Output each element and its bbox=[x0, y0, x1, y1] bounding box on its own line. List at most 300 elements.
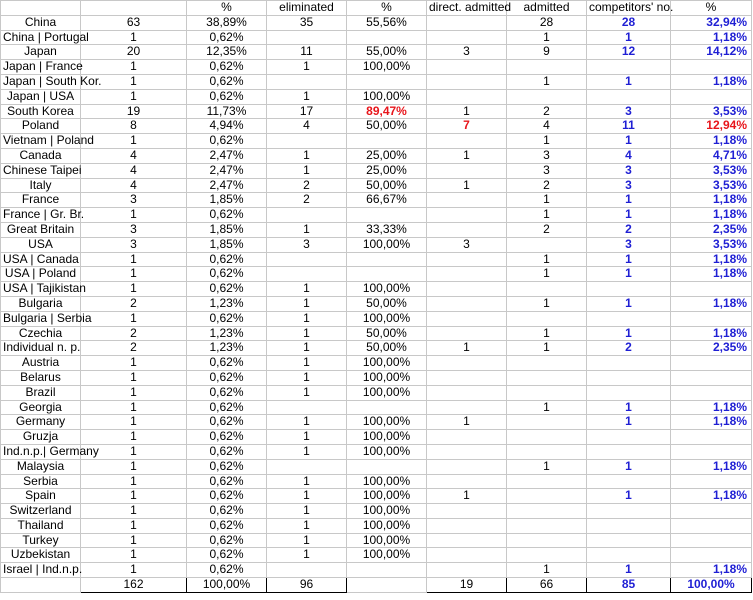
cell-count[interactable]: 1 bbox=[81, 74, 187, 89]
cell-direct-admitted[interactable]: 1 bbox=[427, 148, 507, 163]
cell-eliminated[interactable]: 1 bbox=[267, 518, 347, 533]
cell-admitted[interactable]: 28 bbox=[507, 15, 587, 30]
cell-count[interactable]: 1 bbox=[81, 385, 187, 400]
cell-elim-pct[interactable] bbox=[347, 134, 427, 149]
total-elim-pct[interactable] bbox=[347, 578, 427, 593]
cell-count[interactable]: 2 bbox=[81, 341, 187, 356]
cell-count[interactable]: 1 bbox=[81, 563, 187, 578]
cell-direct-admitted[interactable] bbox=[427, 89, 507, 104]
cell-eliminated[interactable] bbox=[267, 400, 347, 415]
cell-comp-pct[interactable] bbox=[671, 474, 752, 489]
cell-pct[interactable]: 0,62% bbox=[187, 134, 267, 149]
cell-admitted[interactable] bbox=[507, 311, 587, 326]
cell-comp-pct[interactable]: 32,94% bbox=[671, 15, 752, 30]
cell-direct-admitted[interactable] bbox=[427, 370, 507, 385]
cell-eliminated[interactable]: 1 bbox=[267, 430, 347, 445]
cell-competitors-no[interactable]: 1 bbox=[587, 193, 671, 208]
cell-elim-pct[interactable]: 100,00% bbox=[347, 533, 427, 548]
cell-competitors-no[interactable] bbox=[587, 370, 671, 385]
cell-eliminated[interactable] bbox=[267, 267, 347, 282]
cell-direct-admitted[interactable] bbox=[427, 193, 507, 208]
cell-count[interactable]: 1 bbox=[81, 267, 187, 282]
cell-pct[interactable]: 0,62% bbox=[187, 459, 267, 474]
cell-count[interactable]: 1 bbox=[81, 459, 187, 474]
cell-country[interactable]: Thailand bbox=[1, 518, 81, 533]
cell-admitted[interactable] bbox=[507, 430, 587, 445]
cell-elim-pct[interactable]: 50,00% bbox=[347, 326, 427, 341]
cell-elim-pct[interactable]: 100,00% bbox=[347, 489, 427, 504]
cell-elim-pct[interactable]: 100,00% bbox=[347, 370, 427, 385]
total-pct[interactable]: 100,00% bbox=[187, 578, 267, 593]
cell-country[interactable]: USA | Poland bbox=[1, 267, 81, 282]
header-competitors-no[interactable]: competitors' no. bbox=[587, 1, 671, 16]
cell-country[interactable]: Individual n. p. bbox=[1, 341, 81, 356]
cell-direct-admitted[interactable] bbox=[427, 15, 507, 30]
total-admitted[interactable]: 66 bbox=[507, 578, 587, 593]
cell-elim-pct[interactable] bbox=[347, 252, 427, 267]
cell-admitted[interactable]: 2 bbox=[507, 222, 587, 237]
cell-eliminated[interactable]: 1 bbox=[267, 444, 347, 459]
cell-elim-pct[interactable]: 100,00% bbox=[347, 518, 427, 533]
cell-country[interactable]: Israel | Ind.n.p. bbox=[1, 563, 81, 578]
cell-eliminated[interactable]: 1 bbox=[267, 148, 347, 163]
cell-admitted[interactable] bbox=[507, 370, 587, 385]
cell-elim-pct[interactable] bbox=[347, 267, 427, 282]
cell-comp-pct[interactable]: 1,18% bbox=[671, 193, 752, 208]
cell-country[interactable]: Japan | USA bbox=[1, 89, 81, 104]
cell-admitted[interactable] bbox=[507, 489, 587, 504]
cell-country[interactable]: Japan | France bbox=[1, 60, 81, 75]
cell-pct[interactable]: 1,85% bbox=[187, 193, 267, 208]
cell-competitors-no[interactable]: 3 bbox=[587, 104, 671, 119]
cell-admitted[interactable] bbox=[507, 237, 587, 252]
cell-count[interactable]: 1 bbox=[81, 370, 187, 385]
cell-elim-pct[interactable]: 50,00% bbox=[347, 296, 427, 311]
cell-count[interactable]: 8 bbox=[81, 119, 187, 134]
cell-comp-pct[interactable]: 1,18% bbox=[671, 415, 752, 430]
cell-admitted[interactable] bbox=[507, 89, 587, 104]
cell-country[interactable]: USA bbox=[1, 237, 81, 252]
cell-pct[interactable]: 1,85% bbox=[187, 222, 267, 237]
cell-competitors-no[interactable]: 3 bbox=[587, 163, 671, 178]
cell-eliminated[interactable]: 11 bbox=[267, 45, 347, 60]
cell-count[interactable]: 3 bbox=[81, 237, 187, 252]
cell-admitted[interactable]: 2 bbox=[507, 104, 587, 119]
cell-direct-admitted[interactable] bbox=[427, 563, 507, 578]
cell-elim-pct[interactable] bbox=[347, 208, 427, 223]
cell-comp-pct[interactable] bbox=[671, 504, 752, 519]
cell-eliminated[interactable] bbox=[267, 208, 347, 223]
cell-eliminated[interactable]: 1 bbox=[267, 489, 347, 504]
total-competitors-no[interactable]: 85 bbox=[587, 578, 671, 593]
header-direct-admitted[interactable]: direct. admitted bbox=[427, 1, 507, 16]
cell-pct[interactable]: 0,62% bbox=[187, 563, 267, 578]
cell-count[interactable]: 1 bbox=[81, 252, 187, 267]
cell-elim-pct[interactable]: 100,00% bbox=[347, 444, 427, 459]
cell-direct-admitted[interactable] bbox=[427, 430, 507, 445]
cell-direct-admitted[interactable]: 1 bbox=[427, 104, 507, 119]
cell-country[interactable]: France | Gr. Br. bbox=[1, 208, 81, 223]
cell-elim-pct[interactable]: 100,00% bbox=[347, 60, 427, 75]
cell-comp-pct[interactable]: 2,35% bbox=[671, 341, 752, 356]
cell-admitted[interactable] bbox=[507, 415, 587, 430]
total-comp-pct[interactable]: 100,00% bbox=[671, 578, 752, 593]
cell-country[interactable]: Switzerland bbox=[1, 504, 81, 519]
cell-competitors-no[interactable]: 1 bbox=[587, 74, 671, 89]
cell-comp-pct[interactable]: 14,12% bbox=[671, 45, 752, 60]
cell-comp-pct[interactable] bbox=[671, 430, 752, 445]
cell-pct[interactable]: 0,62% bbox=[187, 444, 267, 459]
header-eliminated[interactable]: eliminated bbox=[267, 1, 347, 16]
cell-eliminated[interactable]: 1 bbox=[267, 370, 347, 385]
cell-admitted[interactable]: 1 bbox=[507, 563, 587, 578]
cell-competitors-no[interactable] bbox=[587, 548, 671, 563]
cell-elim-pct[interactable]: 100,00% bbox=[347, 385, 427, 400]
cell-admitted[interactable]: 9 bbox=[507, 45, 587, 60]
cell-direct-admitted[interactable] bbox=[427, 282, 507, 297]
cell-count[interactable]: 20 bbox=[81, 45, 187, 60]
cell-count[interactable]: 2 bbox=[81, 326, 187, 341]
cell-direct-admitted[interactable] bbox=[427, 60, 507, 75]
cell-competitors-no[interactable]: 1 bbox=[587, 400, 671, 415]
cell-direct-admitted[interactable] bbox=[427, 474, 507, 489]
cell-elim-pct[interactable]: 100,00% bbox=[347, 474, 427, 489]
cell-eliminated[interactable] bbox=[267, 563, 347, 578]
cell-country[interactable]: Poland bbox=[1, 119, 81, 134]
header-count[interactable] bbox=[81, 1, 187, 16]
cell-comp-pct[interactable] bbox=[671, 518, 752, 533]
cell-competitors-no[interactable]: 11 bbox=[587, 119, 671, 134]
cell-eliminated[interactable]: 1 bbox=[267, 222, 347, 237]
cell-country[interactable]: Japan | South Kor. bbox=[1, 74, 81, 89]
cell-direct-admitted[interactable]: 1 bbox=[427, 341, 507, 356]
cell-country[interactable]: Italy bbox=[1, 178, 81, 193]
cell-elim-pct[interactable]: 33,33% bbox=[347, 222, 427, 237]
cell-eliminated[interactable]: 35 bbox=[267, 15, 347, 30]
header-elim-pct[interactable]: % bbox=[347, 1, 427, 16]
cell-country[interactable]: Vietnam | Poland bbox=[1, 134, 81, 149]
cell-direct-admitted[interactable] bbox=[427, 326, 507, 341]
cell-pct[interactable]: 0,62% bbox=[187, 518, 267, 533]
cell-competitors-no[interactable] bbox=[587, 518, 671, 533]
cell-comp-pct[interactable] bbox=[671, 89, 752, 104]
cell-competitors-no[interactable]: 1 bbox=[587, 415, 671, 430]
cell-competitors-no[interactable]: 1 bbox=[587, 208, 671, 223]
cell-comp-pct[interactable]: 4,71% bbox=[671, 148, 752, 163]
cell-eliminated[interactable] bbox=[267, 459, 347, 474]
cell-comp-pct[interactable]: 1,18% bbox=[671, 134, 752, 149]
cell-competitors-no[interactable] bbox=[587, 282, 671, 297]
cell-direct-admitted[interactable] bbox=[427, 252, 507, 267]
cell-country[interactable]: Germany bbox=[1, 415, 81, 430]
cell-competitors-no[interactable] bbox=[587, 444, 671, 459]
cell-eliminated[interactable]: 1 bbox=[267, 89, 347, 104]
cell-eliminated[interactable]: 1 bbox=[267, 415, 347, 430]
cell-pct[interactable]: 1,85% bbox=[187, 237, 267, 252]
cell-elim-pct[interactable]: 100,00% bbox=[347, 237, 427, 252]
cell-count[interactable]: 63 bbox=[81, 15, 187, 30]
cell-country[interactable]: Ind.n.p.| Germany bbox=[1, 444, 81, 459]
total-direct-admitted[interactable]: 19 bbox=[427, 578, 507, 593]
cell-country[interactable]: USA | Tajikistan bbox=[1, 282, 81, 297]
cell-pct[interactable]: 0,62% bbox=[187, 282, 267, 297]
cell-country[interactable]: Belarus bbox=[1, 370, 81, 385]
cell-country[interactable]: Brazil bbox=[1, 385, 81, 400]
cell-comp-pct[interactable]: 1,18% bbox=[671, 326, 752, 341]
cell-country[interactable]: China bbox=[1, 15, 81, 30]
cell-elim-pct[interactable]: 55,00% bbox=[347, 45, 427, 60]
cell-competitors-no[interactable] bbox=[587, 356, 671, 371]
cell-direct-admitted[interactable] bbox=[427, 504, 507, 519]
cell-elim-pct[interactable]: 50,00% bbox=[347, 178, 427, 193]
cell-pct[interactable]: 11,73% bbox=[187, 104, 267, 119]
cell-elim-pct[interactable]: 100,00% bbox=[347, 430, 427, 445]
cell-pct[interactable]: 2,47% bbox=[187, 163, 267, 178]
cell-comp-pct[interactable] bbox=[671, 356, 752, 371]
cell-comp-pct[interactable]: 2,35% bbox=[671, 222, 752, 237]
cell-comp-pct[interactable] bbox=[671, 370, 752, 385]
cell-direct-admitted[interactable] bbox=[427, 444, 507, 459]
cell-comp-pct[interactable]: 3,53% bbox=[671, 163, 752, 178]
total-country[interactable] bbox=[1, 578, 81, 593]
cell-eliminated[interactable]: 1 bbox=[267, 60, 347, 75]
cell-count[interactable]: 1 bbox=[81, 430, 187, 445]
cell-competitors-no[interactable] bbox=[587, 533, 671, 548]
cell-direct-admitted[interactable] bbox=[427, 296, 507, 311]
cell-comp-pct[interactable] bbox=[671, 385, 752, 400]
cell-admitted[interactable]: 1 bbox=[507, 252, 587, 267]
cell-eliminated[interactable]: 1 bbox=[267, 282, 347, 297]
cell-admitted[interactable]: 3 bbox=[507, 163, 587, 178]
cell-country[interactable]: Japan bbox=[1, 45, 81, 60]
cell-pct[interactable]: 0,62% bbox=[187, 548, 267, 563]
cell-count[interactable]: 1 bbox=[81, 518, 187, 533]
cell-eliminated[interactable]: 1 bbox=[267, 385, 347, 400]
cell-competitors-no[interactable]: 12 bbox=[587, 45, 671, 60]
cell-competitors-no[interactable]: 3 bbox=[587, 178, 671, 193]
cell-pct[interactable]: 1,23% bbox=[187, 326, 267, 341]
cell-comp-pct[interactable]: 1,18% bbox=[671, 459, 752, 474]
cell-comp-pct[interactable]: 1,18% bbox=[671, 74, 752, 89]
cell-count[interactable]: 3 bbox=[81, 193, 187, 208]
cell-pct[interactable]: 0,62% bbox=[187, 489, 267, 504]
cell-direct-admitted[interactable]: 1 bbox=[427, 178, 507, 193]
cell-elim-pct[interactable]: 55,56% bbox=[347, 15, 427, 30]
cell-count[interactable]: 1 bbox=[81, 474, 187, 489]
cell-competitors-no[interactable]: 1 bbox=[587, 30, 671, 45]
cell-direct-admitted[interactable] bbox=[427, 356, 507, 371]
cell-comp-pct[interactable]: 1,18% bbox=[671, 208, 752, 223]
cell-count[interactable]: 3 bbox=[81, 222, 187, 237]
cell-count[interactable]: 1 bbox=[81, 89, 187, 104]
cell-admitted[interactable]: 1 bbox=[507, 30, 587, 45]
cell-competitors-no[interactable]: 1 bbox=[587, 563, 671, 578]
cell-direct-admitted[interactable]: 3 bbox=[427, 237, 507, 252]
cell-admitted[interactable]: 1 bbox=[507, 296, 587, 311]
cell-admitted[interactable] bbox=[507, 444, 587, 459]
cell-eliminated[interactable]: 2 bbox=[267, 178, 347, 193]
cell-competitors-no[interactable] bbox=[587, 60, 671, 75]
cell-country[interactable]: Austria bbox=[1, 356, 81, 371]
cell-admitted[interactable] bbox=[507, 282, 587, 297]
cell-country[interactable]: Bulgaria bbox=[1, 296, 81, 311]
cell-admitted[interactable]: 1 bbox=[507, 267, 587, 282]
cell-competitors-no[interactable]: 1 bbox=[587, 459, 671, 474]
cell-comp-pct[interactable]: 1,18% bbox=[671, 252, 752, 267]
cell-direct-admitted[interactable]: 3 bbox=[427, 45, 507, 60]
cell-pct[interactable]: 2,47% bbox=[187, 178, 267, 193]
cell-elim-pct[interactable] bbox=[347, 563, 427, 578]
cell-elim-pct[interactable]: 100,00% bbox=[347, 311, 427, 326]
cell-elim-pct[interactable]: 100,00% bbox=[347, 415, 427, 430]
cell-elim-pct[interactable] bbox=[347, 74, 427, 89]
cell-pct[interactable]: 0,62% bbox=[187, 60, 267, 75]
cell-eliminated[interactable]: 1 bbox=[267, 356, 347, 371]
header-admitted[interactable]: admitted bbox=[507, 1, 587, 16]
cell-elim-pct[interactable]: 89,47% bbox=[347, 104, 427, 119]
cell-competitors-no[interactable]: 2 bbox=[587, 222, 671, 237]
cell-pct[interactable]: 0,62% bbox=[187, 252, 267, 267]
cell-country[interactable]: Malaysia bbox=[1, 459, 81, 474]
cell-pct[interactable]: 0,62% bbox=[187, 400, 267, 415]
cell-pct[interactable]: 0,62% bbox=[187, 385, 267, 400]
cell-eliminated[interactable]: 1 bbox=[267, 504, 347, 519]
cell-pct[interactable]: 38,89% bbox=[187, 15, 267, 30]
cell-direct-admitted[interactable] bbox=[427, 400, 507, 415]
cell-eliminated[interactable]: 2 bbox=[267, 193, 347, 208]
cell-count[interactable]: 1 bbox=[81, 548, 187, 563]
cell-pct[interactable]: 1,23% bbox=[187, 341, 267, 356]
cell-count[interactable]: 4 bbox=[81, 163, 187, 178]
cell-elim-pct[interactable] bbox=[347, 459, 427, 474]
cell-competitors-no[interactable]: 1 bbox=[587, 252, 671, 267]
cell-elim-pct[interactable]: 100,00% bbox=[347, 89, 427, 104]
cell-country[interactable]: Spain bbox=[1, 489, 81, 504]
cell-eliminated[interactable]: 1 bbox=[267, 163, 347, 178]
cell-admitted[interactable] bbox=[507, 548, 587, 563]
cell-pct[interactable]: 0,62% bbox=[187, 370, 267, 385]
cell-count[interactable]: 4 bbox=[81, 148, 187, 163]
cell-country[interactable]: Uzbekistan bbox=[1, 548, 81, 563]
cell-admitted[interactable]: 3 bbox=[507, 148, 587, 163]
cell-eliminated[interactable]: 4 bbox=[267, 119, 347, 134]
cell-direct-admitted[interactable] bbox=[427, 459, 507, 474]
cell-pct[interactable]: 0,62% bbox=[187, 89, 267, 104]
cell-competitors-no[interactable] bbox=[587, 311, 671, 326]
cell-count[interactable]: 2 bbox=[81, 296, 187, 311]
cell-comp-pct[interactable]: 1,18% bbox=[671, 400, 752, 415]
cell-eliminated[interactable]: 1 bbox=[267, 311, 347, 326]
cell-eliminated[interactable] bbox=[267, 134, 347, 149]
cell-elim-pct[interactable]: 25,00% bbox=[347, 148, 427, 163]
cell-elim-pct[interactable]: 50,00% bbox=[347, 341, 427, 356]
cell-direct-admitted[interactable] bbox=[427, 134, 507, 149]
cell-count[interactable]: 1 bbox=[81, 533, 187, 548]
cell-admitted[interactable] bbox=[507, 504, 587, 519]
cell-competitors-no[interactable] bbox=[587, 385, 671, 400]
cell-pct[interactable]: 0,62% bbox=[187, 504, 267, 519]
cell-admitted[interactable]: 1 bbox=[507, 326, 587, 341]
cell-admitted[interactable] bbox=[507, 385, 587, 400]
cell-eliminated[interactable]: 1 bbox=[267, 296, 347, 311]
cell-admitted[interactable] bbox=[507, 518, 587, 533]
cell-comp-pct[interactable] bbox=[671, 282, 752, 297]
cell-count[interactable]: 1 bbox=[81, 400, 187, 415]
cell-competitors-no[interactable]: 1 bbox=[587, 326, 671, 341]
cell-pct[interactable]: 12,35% bbox=[187, 45, 267, 60]
cell-pct[interactable]: 0,62% bbox=[187, 474, 267, 489]
cell-country[interactable]: Serbia bbox=[1, 474, 81, 489]
cell-pct[interactable]: 0,62% bbox=[187, 430, 267, 445]
cell-comp-pct[interactable]: 1,18% bbox=[671, 563, 752, 578]
cell-competitors-no[interactable] bbox=[587, 430, 671, 445]
cell-direct-admitted[interactable] bbox=[427, 74, 507, 89]
cell-comp-pct[interactable] bbox=[671, 444, 752, 459]
cell-pct[interactable]: 2,47% bbox=[187, 148, 267, 163]
cell-admitted[interactable]: 1 bbox=[507, 134, 587, 149]
cell-direct-admitted[interactable]: 1 bbox=[427, 415, 507, 430]
cell-comp-pct[interactable]: 1,18% bbox=[671, 267, 752, 282]
cell-admitted[interactable] bbox=[507, 533, 587, 548]
cell-count[interactable]: 1 bbox=[81, 282, 187, 297]
cell-count[interactable]: 1 bbox=[81, 60, 187, 75]
cell-country[interactable]: Georgia bbox=[1, 400, 81, 415]
cell-elim-pct[interactable]: 100,00% bbox=[347, 504, 427, 519]
cell-direct-admitted[interactable] bbox=[427, 163, 507, 178]
cell-admitted[interactable]: 2 bbox=[507, 178, 587, 193]
cell-country[interactable]: Great Britain bbox=[1, 222, 81, 237]
cell-pct[interactable]: 0,62% bbox=[187, 311, 267, 326]
cell-admitted[interactable]: 1 bbox=[507, 341, 587, 356]
cell-comp-pct[interactable] bbox=[671, 311, 752, 326]
cell-eliminated[interactable]: 3 bbox=[267, 237, 347, 252]
cell-eliminated[interactable]: 1 bbox=[267, 474, 347, 489]
cell-eliminated[interactable]: 1 bbox=[267, 533, 347, 548]
header-pct[interactable]: % bbox=[187, 1, 267, 16]
cell-comp-pct[interactable]: 1,18% bbox=[671, 296, 752, 311]
cell-country[interactable]: USA | Canada bbox=[1, 252, 81, 267]
cell-direct-admitted[interactable]: 7 bbox=[427, 119, 507, 134]
cell-competitors-no[interactable]: 1 bbox=[587, 296, 671, 311]
cell-elim-pct[interactable] bbox=[347, 30, 427, 45]
cell-competitors-no[interactable]: 1 bbox=[587, 489, 671, 504]
cell-comp-pct[interactable]: 1,18% bbox=[671, 489, 752, 504]
cell-direct-admitted[interactable] bbox=[427, 533, 507, 548]
cell-comp-pct[interactable] bbox=[671, 60, 752, 75]
cell-eliminated[interactable]: 1 bbox=[267, 341, 347, 356]
cell-direct-admitted[interactable] bbox=[427, 267, 507, 282]
cell-admitted[interactable]: 1 bbox=[507, 208, 587, 223]
cell-admitted[interactable] bbox=[507, 474, 587, 489]
cell-country[interactable]: Czechia bbox=[1, 326, 81, 341]
cell-country[interactable]: Bulgaria | Serbia bbox=[1, 311, 81, 326]
cell-competitors-no[interactable] bbox=[587, 504, 671, 519]
cell-count[interactable]: 1 bbox=[81, 415, 187, 430]
cell-comp-pct[interactable]: 3,53% bbox=[671, 178, 752, 193]
cell-direct-admitted[interactable] bbox=[427, 548, 507, 563]
cell-country[interactable]: Chinese Taipei bbox=[1, 163, 81, 178]
cell-elim-pct[interactable]: 66,67% bbox=[347, 193, 427, 208]
cell-count[interactable]: 4 bbox=[81, 178, 187, 193]
cell-elim-pct[interactable] bbox=[347, 400, 427, 415]
header-country[interactable] bbox=[1, 1, 81, 16]
total-count[interactable]: 162 bbox=[81, 578, 187, 593]
cell-elim-pct[interactable]: 50,00% bbox=[347, 119, 427, 134]
cell-pct[interactable]: 4,94% bbox=[187, 119, 267, 134]
cell-admitted[interactable]: 1 bbox=[507, 400, 587, 415]
cell-count[interactable]: 1 bbox=[81, 489, 187, 504]
cell-comp-pct[interactable]: 1,18% bbox=[671, 30, 752, 45]
